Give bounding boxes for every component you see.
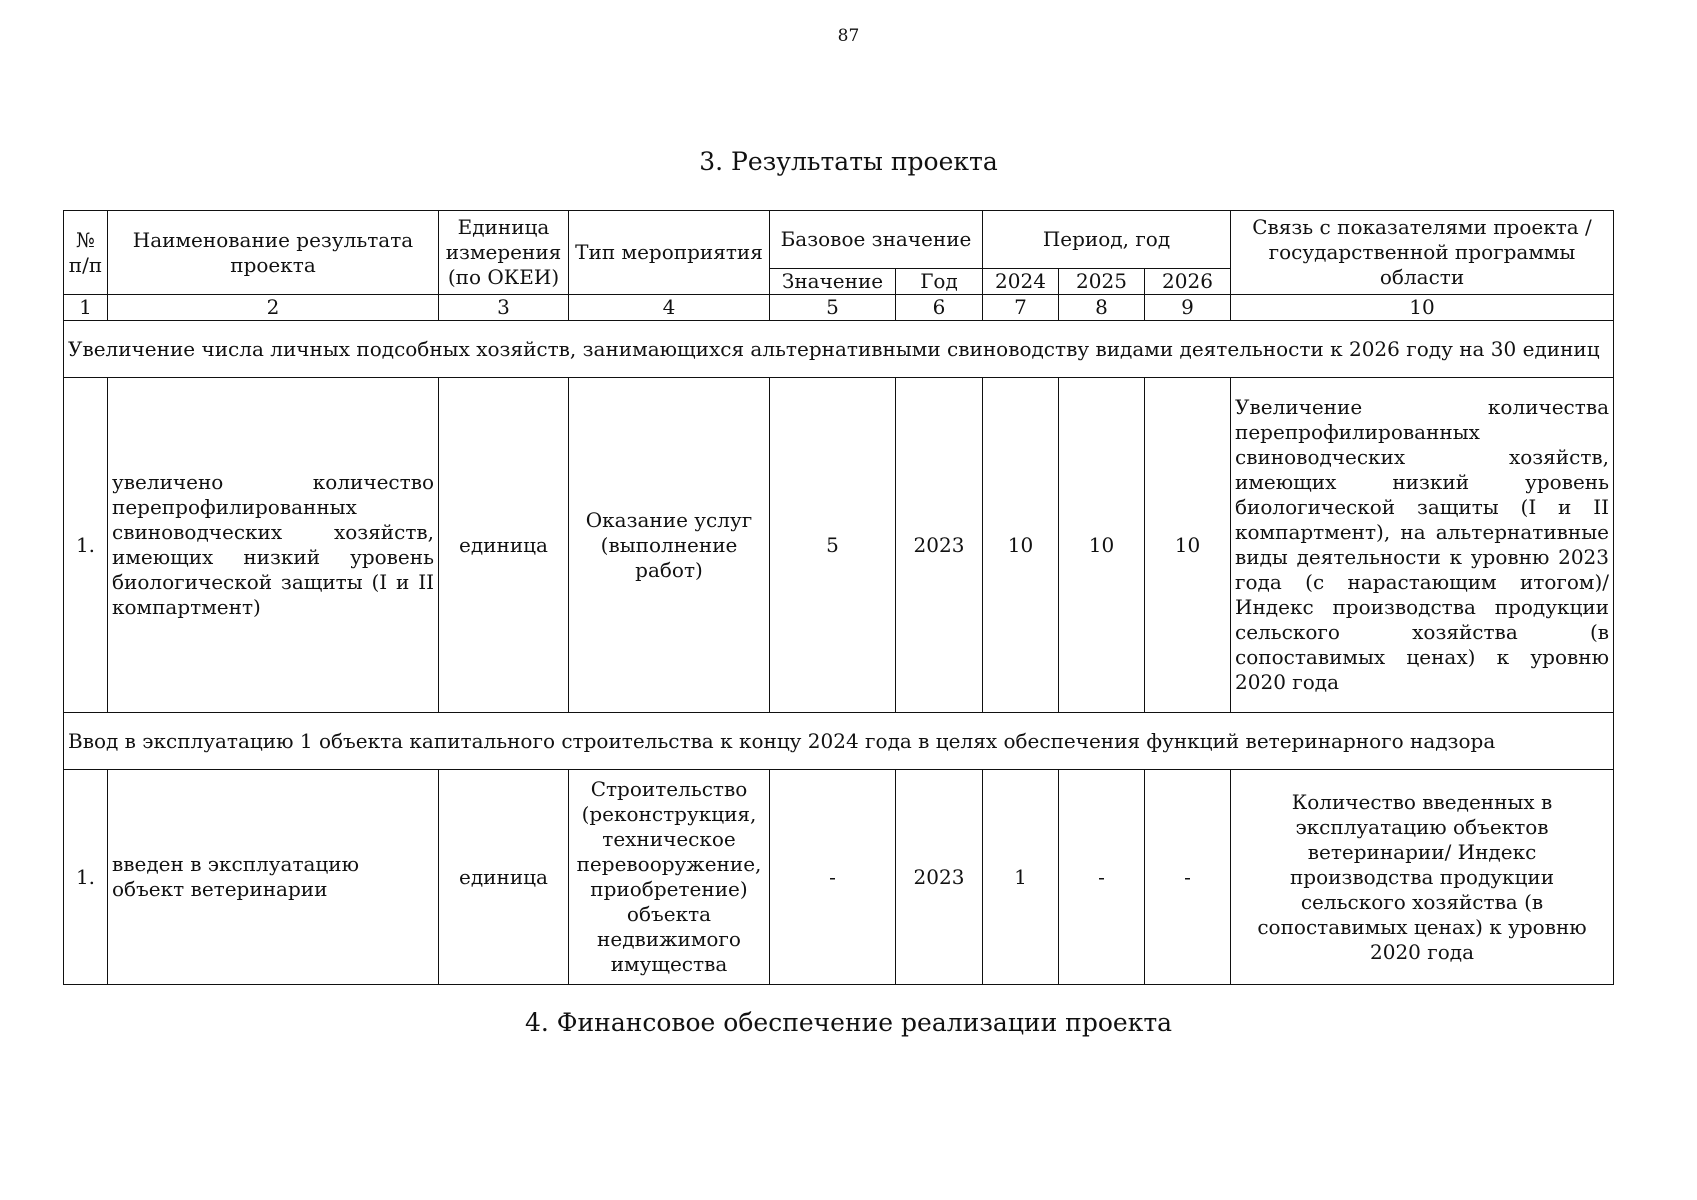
header-base-value-year: Год [896, 269, 983, 295]
row-base-year: 2023 [896, 378, 983, 713]
group-row-2 [64, 713, 1614, 770]
group-title: Ввод в эксплуатацию 1 объекта капитального строительства к концу 2024 года в целях обеспечения функций ветеринарного надзора [64, 713, 1614, 770]
header-num: № п/п [64, 211, 108, 295]
row-activity-type: Строительство (реконструкция, техническое перевооружение, приобретение) объекта недвижимого имущества [569, 770, 770, 985]
column-number: 10 [1231, 295, 1614, 321]
header-year-2025: 2025 [1059, 269, 1145, 295]
column-number: 2 [108, 295, 439, 321]
header-year-2024: 2024 [983, 269, 1059, 295]
row-num: 1. [64, 770, 108, 985]
column-number: 3 [439, 295, 569, 321]
row-unit: единица [439, 378, 569, 713]
row-value-2026: 10 [1145, 378, 1231, 713]
row-num: 1. [64, 378, 108, 713]
column-number: 6 [896, 295, 983, 321]
row-base-value: 5 [770, 378, 896, 713]
header-year-2026: 2026 [1145, 269, 1231, 295]
header-base-value: Базовое значение [770, 211, 983, 269]
results-table [63, 210, 1614, 985]
row-value-2024: 1 [983, 770, 1059, 985]
row-unit: единица [439, 770, 569, 985]
row-value-2026: - [1145, 770, 1231, 985]
row-result-name: введен в эксплуатацию объект ветеринарии [108, 770, 439, 985]
header-base-value-value: Значение [770, 269, 896, 295]
row-value-2025: 10 [1059, 378, 1145, 713]
group-row-1 [64, 321, 1614, 378]
row-value-2024: 10 [983, 378, 1059, 713]
column-number-row [64, 295, 1614, 321]
section-title-financing: 4. Финансовое обеспечение реализации проекта [524, 1008, 1173, 1037]
group-title: Увеличение числа личных подсобных хозяйств, занимающихся альтернативными свиноводству видами деятельности к 2026 году на 30 единиц [64, 321, 1614, 378]
row-base-value: - [770, 770, 896, 985]
table-row [64, 770, 1614, 985]
row-indicator-link: Количество введенных в эксплуатацию объектов ветеринарии/ Индекс производства продукции сельского хозяйства (в сопоставимых ценах) к уровню 2020 года [1231, 770, 1614, 985]
column-number: 9 [1145, 295, 1231, 321]
row-indicator-link: Увеличение количества перепрофилированных свиноводческих хозяйств, имеющих низкий уровень биологической защиты (I и II компартмент), на альтернативные виды деятельности к уровню 2023 года (с нарастающим итогом)/ Индекс производства продукции сельского хозяйства (в сопоставимых ценах) к уровню 2020 года [1231, 378, 1614, 713]
row-result-name: увеличено количество перепрофилированных свиноводческих хозяйств, имеющих низкий уровень биологической защиты (I и II компартмент) [108, 378, 439, 713]
column-number: 8 [1059, 295, 1145, 321]
row-base-year: 2023 [896, 770, 983, 985]
page-number: 87 [837, 26, 860, 46]
column-number: 4 [569, 295, 770, 321]
header-period: Период, год [983, 211, 1231, 269]
header-unit: Единица измерения (по ОКЕИ) [439, 211, 569, 295]
row-value-2025: - [1059, 770, 1145, 985]
header-result-name: Наименование результата проекта [108, 211, 439, 295]
column-number: 1 [64, 295, 108, 321]
table-row [64, 378, 1614, 713]
column-number: 7 [983, 295, 1059, 321]
header-activity-type: Тип мероприятия [569, 211, 770, 295]
header-indicator-link: Связь с показателями проекта / государственной программы области [1231, 211, 1614, 295]
column-number: 5 [770, 295, 896, 321]
row-activity-type: Оказание услуг (выполнение работ) [569, 378, 770, 713]
section-title-results: 3. Результаты проекта [699, 147, 998, 176]
